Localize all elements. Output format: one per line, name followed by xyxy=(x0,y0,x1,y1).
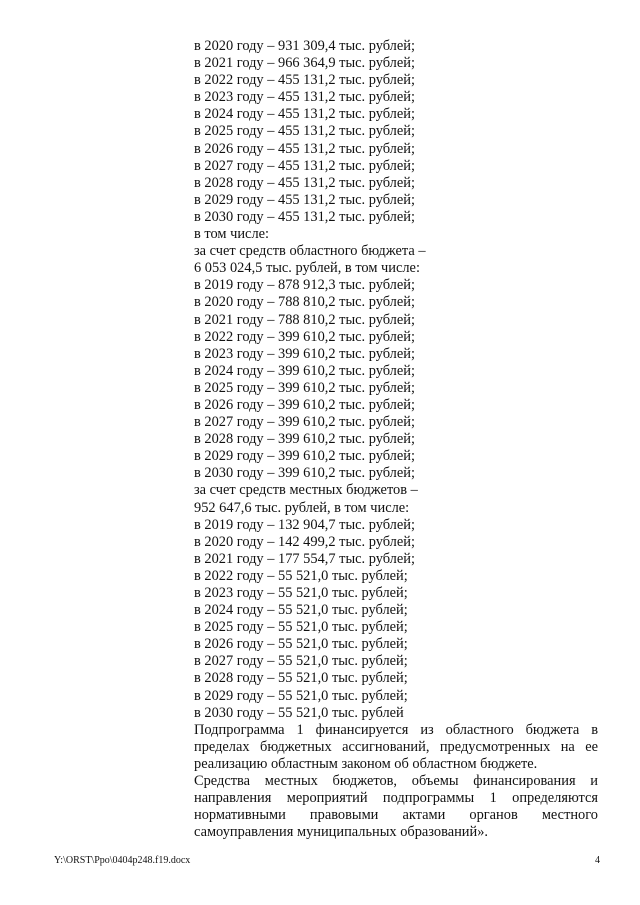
funding-line: в 2027 году – 399 610,2 тыс. рублей; xyxy=(194,414,415,431)
funding-line: в 2024 году – 455 131,2 тыс. рублей; xyxy=(194,106,415,123)
funding-line: в 2020 году – 931 309,4 тыс. рублей; xyxy=(194,38,415,54)
funding-line: в 2023 году – 455 131,2 тыс. рублей; xyxy=(194,89,415,106)
funding-lines xyxy=(194,38,598,722)
funding-line: в 2029 году – 455 131,2 тыс. рублей; xyxy=(194,191,415,208)
funding-line: в 2021 году – 966 364,9 тыс. рублей; xyxy=(194,55,415,72)
funding-line: в 2019 году – 878 912,3 тыс. рублей; xyxy=(194,277,415,294)
funding-line: 6 053 024,5 тыс. рублей, в том числе: xyxy=(194,260,420,277)
funding-line: в 2022 году – 55 521,0 тыс. рублей; xyxy=(194,567,408,584)
funding-line: в 2030 году – 455 131,2 тыс. рублей; xyxy=(194,208,415,225)
funding-line: в том числе: xyxy=(194,226,270,243)
funding-line: в 2023 году – 399 610,2 тыс. рублей; xyxy=(194,345,415,362)
funding-line: в 2026 году – 55 521,0 тыс. рублей; xyxy=(194,636,408,653)
funding-line: в 2025 году – 55 521,0 тыс. рублей; xyxy=(194,619,408,636)
funding-line: в 2028 году – 55 521,0 тыс. рублей; xyxy=(194,670,408,687)
funding-line: за счет средств областного бюджета – xyxy=(194,243,426,260)
funding-line: в 2022 году – 455 131,2 тыс. рублей; xyxy=(194,72,415,89)
paragraph-regional-budget: Подпрограмма 1 финансируется из областного бюджета в пределах бюджетных ассигнований, предусмотренных на ее реализацию областным законом об областном бюджете. xyxy=(194,721,598,772)
funding-line: в 2027 году – 55 521,0 тыс. рублей; xyxy=(194,653,408,670)
funding-line: в 2023 году – 55 521,0 тыс. рублей; xyxy=(194,585,408,601)
funding-line: в 2025 году – 455 131,2 тыс. рублей; xyxy=(194,123,415,140)
funding-line: в 2027 году – 455 131,2 тыс. рублей; xyxy=(194,157,415,174)
funding-line: за счет средств местных бюджетов – xyxy=(194,482,418,499)
funding-line: в 2019 году – 132 904,7 тыс. рублей; xyxy=(194,516,415,533)
funding-line: в 2029 году – 399 610,2 тыс. рублей; xyxy=(194,448,415,465)
funding-line: в 2020 году – 142 499,2 тыс. рублей; xyxy=(194,533,415,550)
funding-line: в 2020 году – 788 810,2 тыс. рублей; xyxy=(194,294,415,311)
funding-line: в 2029 году – 55 521,0 тыс. рублей; xyxy=(194,687,408,704)
funding-line: в 2026 году – 455 131,2 тыс. рублей; xyxy=(194,140,415,157)
funding-line: в 2024 году – 55 521,0 тыс. рублей; xyxy=(194,602,408,619)
funding-line: в 2028 году – 399 610,2 тыс. рублей; xyxy=(194,431,415,448)
funding-line: в 2022 году – 399 610,2 тыс. рублей; xyxy=(194,328,415,345)
funding-line: в 2021 году – 177 554,7 тыс. рублей; xyxy=(194,550,415,567)
funding-line: в 2026 году – 399 610,2 тыс. рублей; xyxy=(194,396,415,413)
page-number: 4 xyxy=(595,855,600,866)
file-path: Y:\ORST\Ppo\0404p248.f19.docx xyxy=(54,855,191,866)
funding-line: 952 647,6 тыс. рублей, в том числе: xyxy=(194,499,410,516)
funding-line: в 2025 году – 399 610,2 тыс. рублей; xyxy=(194,379,415,396)
funding-line: в 2021 году – 788 810,2 тыс. рублей; xyxy=(194,311,415,328)
funding-line: в 2030 году – 399 610,2 тыс. рублей; xyxy=(194,465,415,482)
funding-line: в 2024 году – 399 610,2 тыс. рублей; xyxy=(194,362,415,379)
funding-line: в 2030 году – 55 521,0 тыс. рублей xyxy=(194,704,404,721)
document-body xyxy=(194,38,598,841)
funding-line: в 2028 году – 455 131,2 тыс. рублей; xyxy=(194,174,415,191)
paragraph-local-budgets: Средства местных бюджетов, объемы финансирования и направления мероприятий подпрограммы 1 определяются нормативными правовыми актами органов местного самоуправления муниципальных образований». xyxy=(194,773,598,841)
